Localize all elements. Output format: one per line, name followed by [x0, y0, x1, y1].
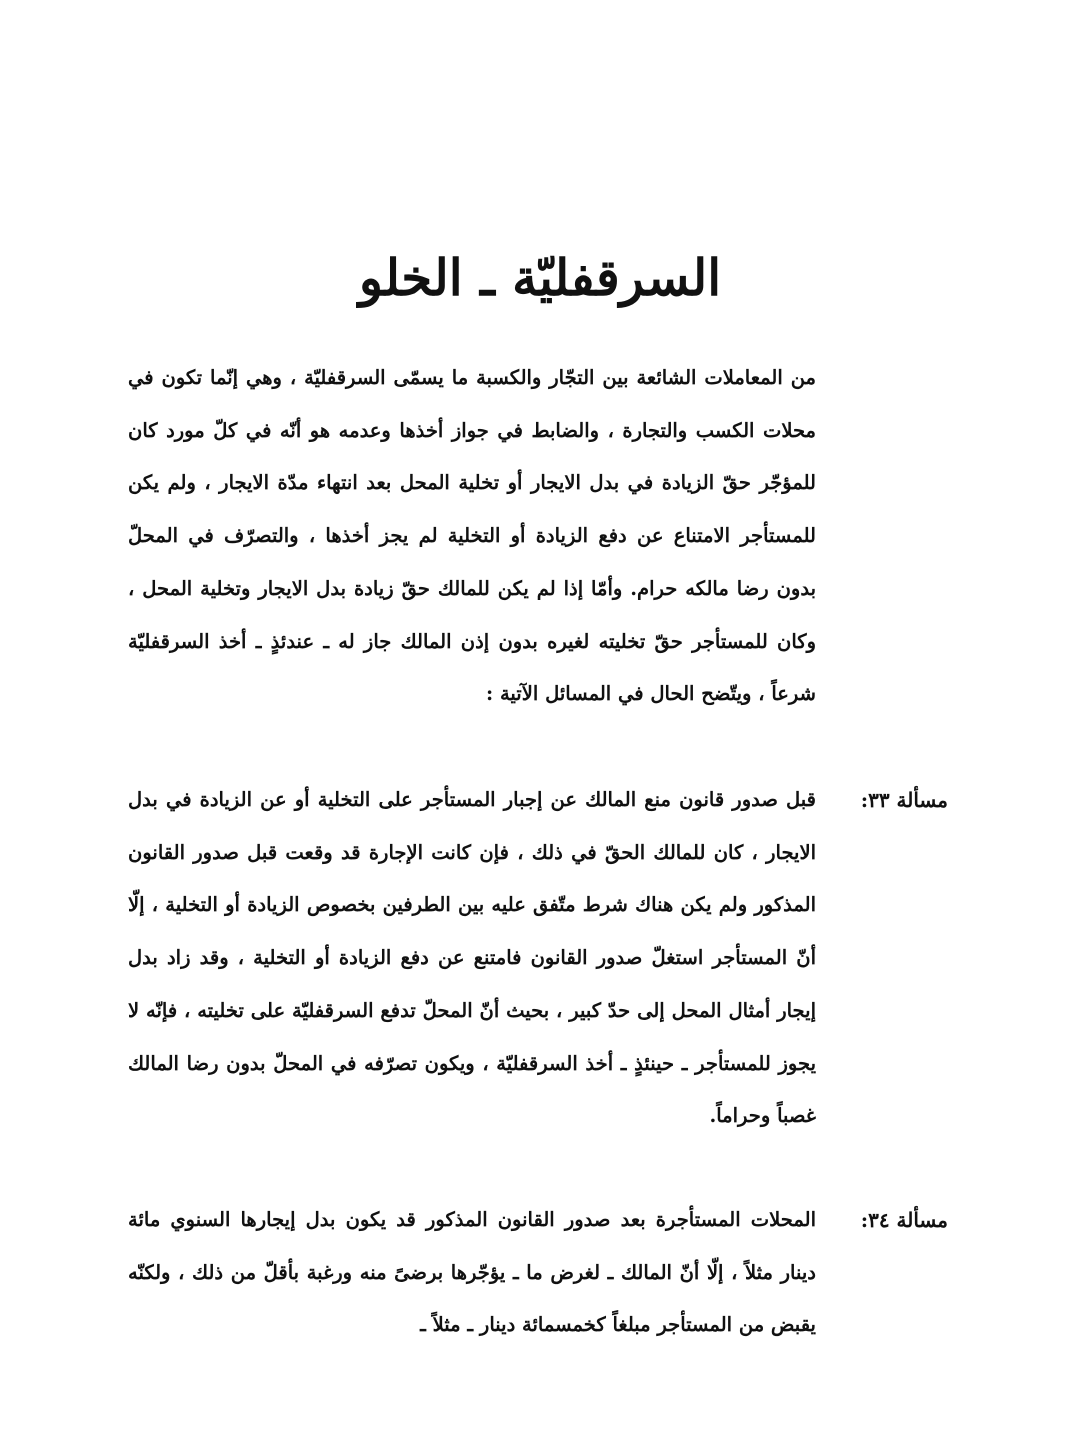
issue-label: مسألة ٣٤: [860, 1208, 948, 1232]
issue-label: مسألة ٣٣: [860, 788, 948, 812]
intro-paragraph: من المعاملات الشائعة بين التجّار والكسبة ما يسمّى السرقفليّة ، وهي إنّما تكون في محلات الكسب والتجارة ، والضابط في جواز أخذها وعدمه هو أنّه في كلّ مورد كان للمؤجّر حقّ الزيادة في بدل الايجار أو تخلية المحل بعد انتهاء مدّة الايجار ، ولم يكن للمستأجر الامتناع عن دفع الزيادة أو التخلية لم يجز أخذها ، والتصرّف في المحلّ بدون رضا مالكه حرام. وأمّا إذا لم يكن للمالك حقّ زيادة بدل الايجار وتخلية المحل ، وكان للمستأجر حقّ تخليته لغيره بدون إذن المالك جاز له ـ عندئذٍ ـ أخذ السرقفليّة شرعاً ، ويتّضح الحال في المسائل الآتية : [128, 366, 816, 706]
issue-text: قبل صدور قانون منع المالك عن إجبار المستأجر على التخلية أو عن الزيادة في بدل الايجار ، كان للمالك الحقّ في ذلك ، فإن كانت الإجارة قد وقعت قبل صدور القانون المذكور ولم يكن هناك شرط متّفق عليه بين الطرفين بخصوص الزيادة أو التخلية ، إلّا أنّ المستأجر استغلّ صدور القانون فامتنع عن دفع الزيادة أو التخلية ، وقد زاد بدل إيجار أمثال المحل إلى حدّ كبير ، بحيث أنّ المحلّ تدفع السرقفليّة على تخليته ، فإنّه لا يجوز للمستأجر ـ حينئذٍ ـ أخذ السرقفليّة ، ويكون تصرّفه في المحلّ بدون رضا المالك غصباً وحراماً. [128, 788, 816, 1128]
page-title: السرقفليّة ـ الخلو [358, 248, 722, 307]
issue-text: المحلات المستأجرة بعد صدور القانون المذكور قد يكون بدل إيجارها السنوي مائة دينار مثلاً ، إلّا أنّ المالك ـ لغرض ما ـ يؤجّرها برضىً منه ورغبة بأقلّ من ذلك ، ولكنّه يقبض من المستأجر مبلغاً كخمسمائة دينار ـ مثلاً ـ [128, 1208, 816, 1337]
